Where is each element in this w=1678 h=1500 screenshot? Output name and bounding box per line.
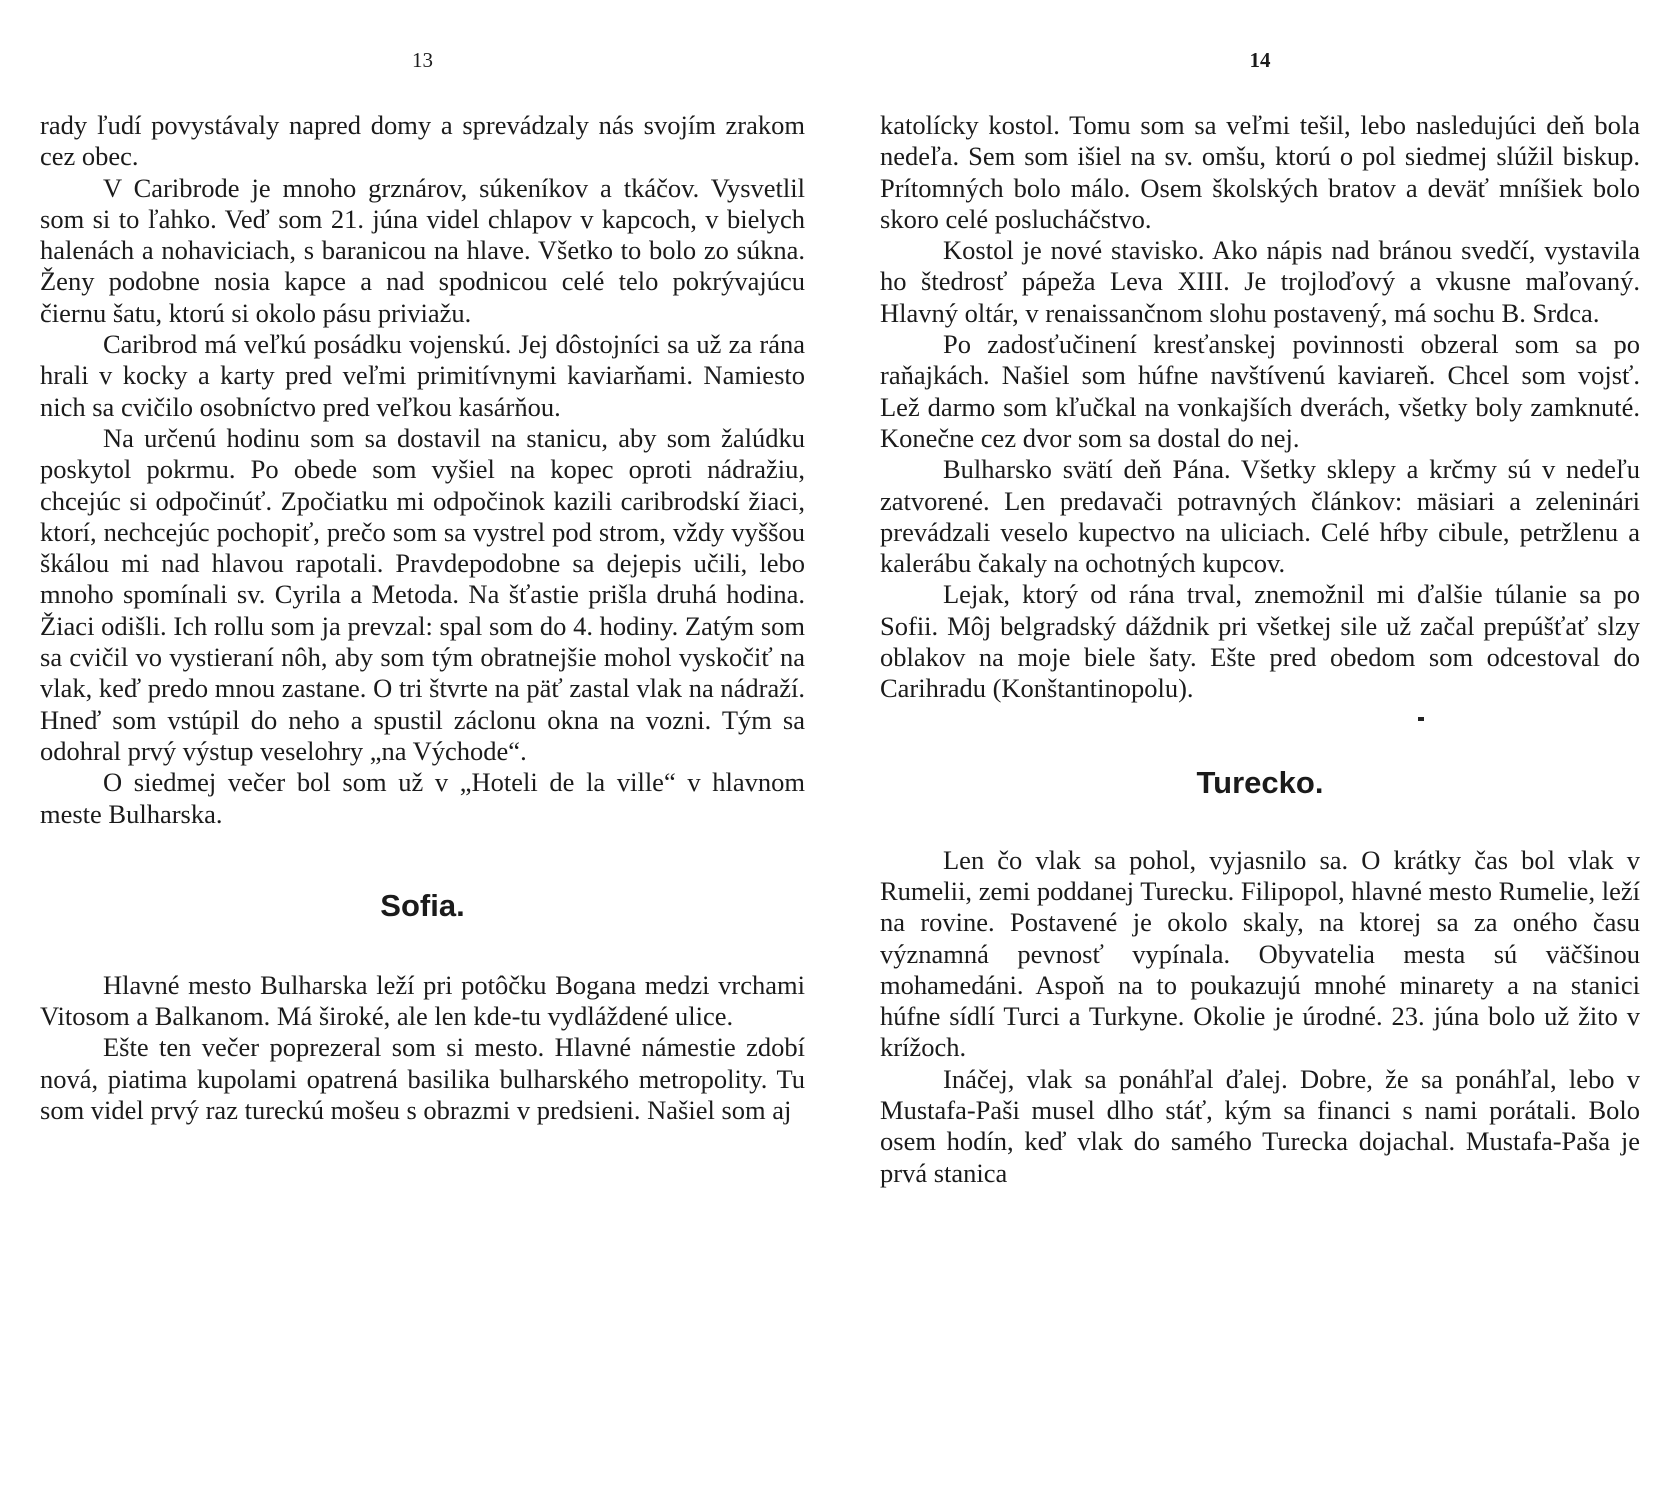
paragraph: katolícky kostol. Tomu som sa veľmi tešil, lebo nasledujúci deň bola nedeľa. Sem som išiel na sv. omšu, ktorú o pol siedmej slúžil biskup. Prítomných bolo málo. Osem školských bratov a deväť mníšiek bolo skoro celé poslucháčstvo.	[880, 110, 1640, 234]
page-number-right: 14	[1249, 48, 1271, 72]
separator-mark	[1418, 717, 1424, 721]
paragraph: Lejak, ktorý od rána trval, znemožnil mi ďalšie túlanie sa po Sofii. Môj belgradský dáždnik pri všetkej sile už začal prepúšťať slzy oblakov na moje biele šaty. Ešte pred obedom som odcestoval do Carihradu (Konštantinopolu).	[880, 579, 1640, 704]
paragraph: V Caribrode je mnoho grznárov, súkeníkov a tkáčov. Vysvetlil som si to ľahko. Veď som 21. júna videl chlapov v kapcoch, v bielych halenách a nohaviciach, s baranicou na hlave. Všetko to bolo zo súkna. Ženy podobne nosia kapce a nad spodnicou celé telo pokrývajúcu čiernu šatu, ktorú si okolo pásu priviažu.	[40, 172, 805, 328]
paragraph: O siedmej večer bol som už v „Hoteli de la ville“ v hlavnom meste Bulharska.	[40, 767, 805, 829]
right-page	[880, 0, 1640, 1500]
paragraph: rady ľudí povystávaly napred domy a sprevádzaly nás svojím zrakom cez obec.	[40, 110, 805, 172]
paragraph: Caribrod má veľkú posádku vojenskú. Jej dôstojníci sa už za rána hrali v kocky a karty pred veľmi primitívnymi kaviarňami. Namiesto nich sa cvičilo osobníctvo pred veľkou kasárňou.	[40, 329, 805, 422]
paragraph: Len čo vlak sa pohol, vyjasnilo sa. O krátky čas bol vlak v Rumelii, zemi poddanej Turecku. Filipopol, hlavné mesto Rumelie, leží na rovine. Postavené je okolo skaly, na ktorej sa za oného času významná pevnosť vypínala. Obyvatelia mesta sú väčšinou mohamedáni. Aspoň na to poukazujú mnohé minarety a na stanici húfne sídlí Turci a Turkyne. Okolie je úrodné. 23. júna bolo už žito v krížoch.	[880, 844, 1640, 1063]
left-page-text	[40, 110, 805, 1126]
section-heading-sofia: Sofia.	[380, 887, 465, 923]
left-page	[40, 0, 805, 1500]
section-heading-turecko: Turecko.	[1196, 764, 1324, 800]
right-page-text	[880, 110, 1640, 1189]
paragraph: Ešte ten večer poprezeral som si mesto. Hlavné námestie zdobí nová, piatima kupolami opatrená basilika bulharského metropolity. Tu som videl prvý raz tureckú mošeu s obrazmi v predsieni. Našiel som aj	[40, 1032, 805, 1126]
paragraph: Bulharsko svätí deň Pána. Všetky sklepy a krčmy sú v nedeľu zatvorené. Len predavači potravných článkov: mäsiari a zeleninári prevádzali veselo kupectvo na uliciach. Celé hŕby cibule, petržlenu a kalerábu čakaly na ochotných kupcov.	[880, 454, 1640, 579]
paragraph: Hlavné mesto Bulharska leží pri potôčku Bogana medzi vrchami Vitosom a Balkanom. Má široké, ale len kde-tu vydláždené ulice.	[40, 969, 805, 1032]
paragraph: Po zadosťučinení kresťanskej povinnosti obzeral som sa po raňajkách. Našiel som húfne navštívenú kaviareň. Chcel som vojsť. Lež darmo som kľučkal na vonkajších dverách, všetky boly zamknuté. Konečne cez dvor som sa dostal do nej.	[880, 329, 1640, 453]
paragraph: Ináčej, vlak sa ponáhľal ďalej. Dobre, že sa ponáhľal, lebo v Mustafa-Paši musel dlho stáť, kým sa financi s nami porátali. Bolo osem hodín, keď vlak do samého Turecka dojachal. Mustafa-Paša je prvá stanica	[880, 1063, 1640, 1188]
paragraph: Kostol je nové stavisko. Ako nápis nad bránou svedčí, vystavila ho štedrosť pápeža Leva XIII. Je trojloďový a vkusne maľovaný. Hlavný oltár, v renaissančnom slohu postavený, má sochu B. Srdca.	[880, 235, 1640, 328]
page-number-left: 13	[412, 48, 433, 72]
paragraph: Na určenú hodinu som sa dostavil na stanicu, aby som žalúdku poskytol pokrmu. Po obede som vyšiel na kopec oproti nádražiu, chcejúc si odpočinúť. Zpočiatku mi odpočinok kazili caribrodskí žiaci, ktorí, nechcejúc pochopiť, prečo som sa vystrel pod strom, vždy vyššou škálou mi nad hlavou rapotali. Pravdepodobne sa dejepis učili, lebo mnoho spomínali sv. Cyrila a Metoda. Na šťastie prišla druhá hodina. Žiaci odišli. Ich rollu som ja prevzal: spal som do 4. hodiny. Zatým som sa cvičil vo vystieraní nôh, aby som tým obratnejšie mohol vyskočiť na vlak, keď predo mnou zastane. O tri štvrte na päť zastal vlak na nádraží. Hneď som vstúpil do neho a spustil záclonu okna na vozni. Tým sa odohral prvý výstup veselohry „na Východe“.	[40, 422, 805, 766]
